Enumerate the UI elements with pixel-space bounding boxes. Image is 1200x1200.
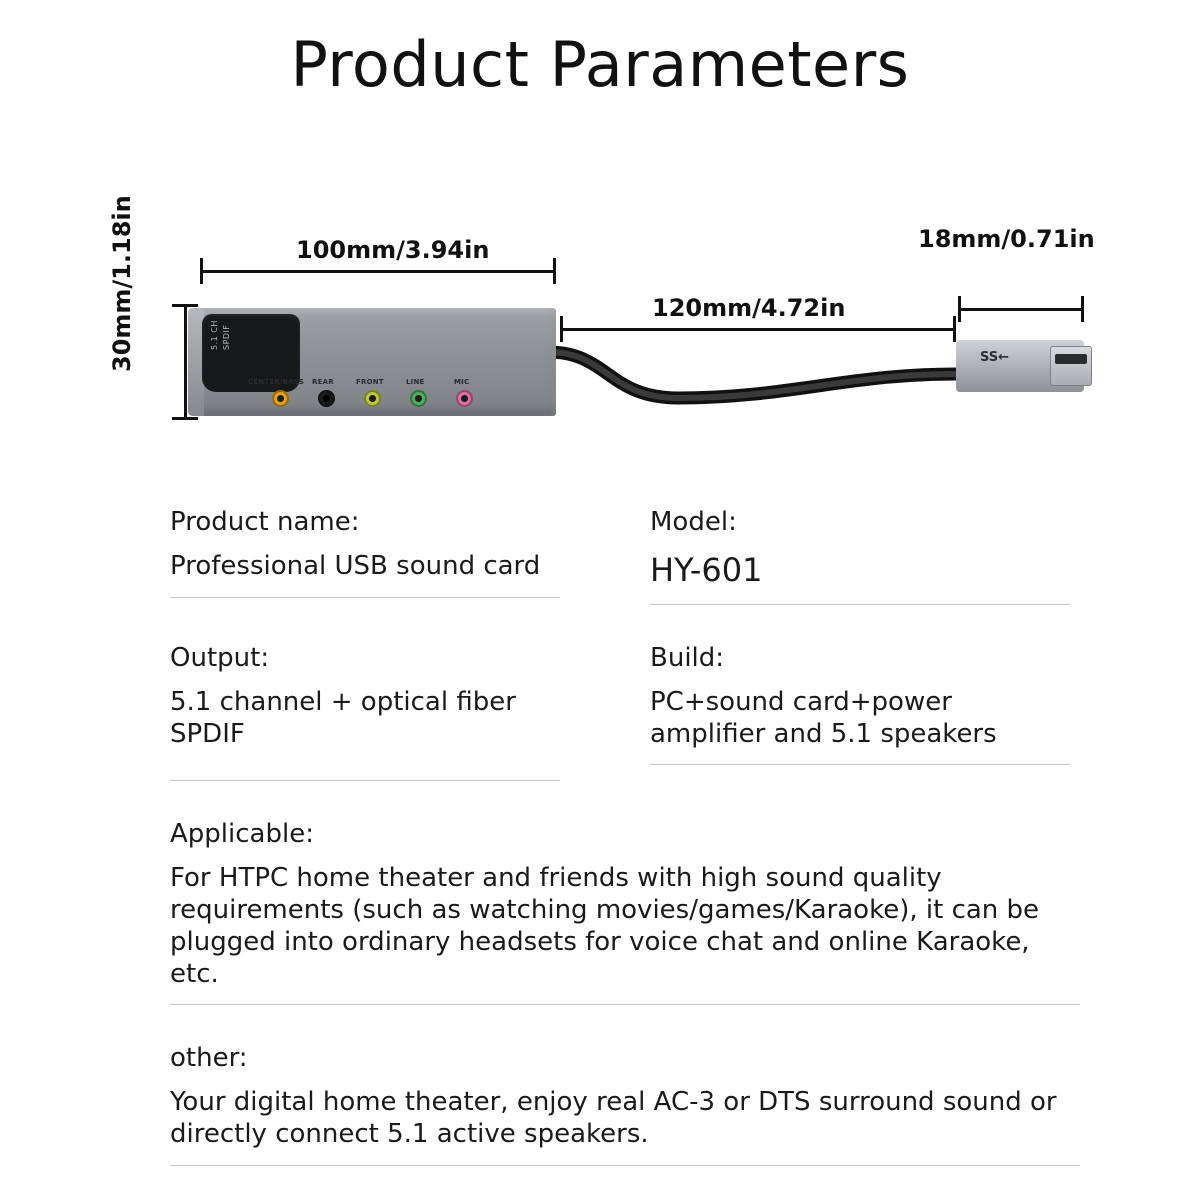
port-hole-icon [369, 395, 376, 402]
dimension-bar-connector [958, 308, 1084, 311]
divider [650, 604, 1070, 605]
dimension-tick-height-bottom [172, 417, 198, 420]
spec-row [170, 807, 1090, 1005]
dimension-tick-cable-right [953, 316, 956, 342]
spec-label: Model: [650, 507, 737, 537]
spec-row [170, 1031, 1090, 1165]
dimension-label-length: 100mm/3.94in [296, 236, 490, 264]
spec-label: Applicable: [170, 819, 314, 850]
page-title: Product Parameters [290, 28, 910, 101]
port-mic [456, 390, 473, 407]
spec-value: PC+sound card+power amplifier and 5.1 speakers [650, 687, 997, 749]
port-hole-icon [323, 395, 330, 402]
spec-label: Build: [650, 643, 725, 674]
usb-superspeed-icon: SS← [980, 350, 1010, 365]
dimension-tick-length-left [200, 258, 203, 284]
spec-value: 5.1 channel + optical fiber SPDIF [170, 687, 516, 749]
dimension-label-height: 30mm/1.18in [108, 195, 136, 372]
spec-label: Product name: [170, 507, 360, 537]
dimension-label-cable: 120mm/4.72in [652, 294, 846, 322]
divider [170, 597, 560, 598]
port-rear [318, 390, 335, 407]
dimension-tick-height-top [172, 304, 198, 307]
port-label-mic: MIC [454, 378, 470, 386]
dimension-tick-connector-right [1081, 296, 1084, 322]
dimension-label-connector: 18mm/0.71in [918, 225, 1095, 253]
spec-label: Output: [170, 643, 270, 674]
port-label-line: LINE [406, 378, 425, 386]
spec-cell-build [650, 631, 1070, 781]
spec-cell-other [170, 1031, 1080, 1165]
port-hole-icon [461, 395, 468, 402]
spec-label: other: [170, 1043, 248, 1074]
usb-cable [548, 340, 968, 420]
spec-value: For HTPC home theater and friends with high sound quality requirements (such as watching movies/games/Karaoke), it can be plugged into ordinary headsets for voice chat and online Karaoke, etc. [170, 863, 1040, 989]
dimension-tick-cable-left [560, 316, 563, 342]
port-center-bass [272, 390, 289, 407]
port-label-front: FRONT [356, 378, 384, 386]
dimension-tick-length-right [553, 258, 556, 284]
port-label-center-bass: CENTER/BASS [248, 378, 305, 386]
spec-value: Your digital home theater, enjoy real AC-3 or DTS surround sound or directly connect 5.1 active speakers. [170, 1087, 1057, 1150]
usb-connector-tip [1050, 346, 1092, 386]
port-front [364, 390, 381, 407]
divider [170, 1165, 1080, 1166]
port-label-rear: REAR [312, 378, 334, 386]
display-line-1: 5.1 CH [210, 320, 219, 350]
spec-row [170, 495, 1090, 605]
usb-connector-slot [1055, 354, 1087, 364]
dimension-bar-length [200, 270, 556, 273]
spec-cell-applicable [170, 807, 1080, 1005]
spec-cell-product-name [170, 495, 590, 605]
spec-row [170, 631, 1090, 781]
specs-table [170, 495, 1090, 1166]
spec-cell-output [170, 631, 590, 781]
spec-cell-model [650, 495, 1070, 605]
dimension-tick-connector-left [958, 296, 961, 322]
divider [170, 780, 560, 781]
port-hole-icon [277, 395, 284, 402]
divider [170, 1004, 1080, 1005]
spec-value: HY-601 [650, 551, 763, 589]
port-line [410, 390, 427, 407]
port-hole-icon [415, 395, 422, 402]
display-line-2: SPDIF [222, 324, 231, 350]
spec-value: Professional USB sound card [170, 551, 541, 581]
product-diagram [0, 195, 1200, 490]
dimension-bar-height [184, 304, 187, 420]
divider [650, 764, 1070, 765]
dimension-bar-cable [560, 328, 956, 331]
